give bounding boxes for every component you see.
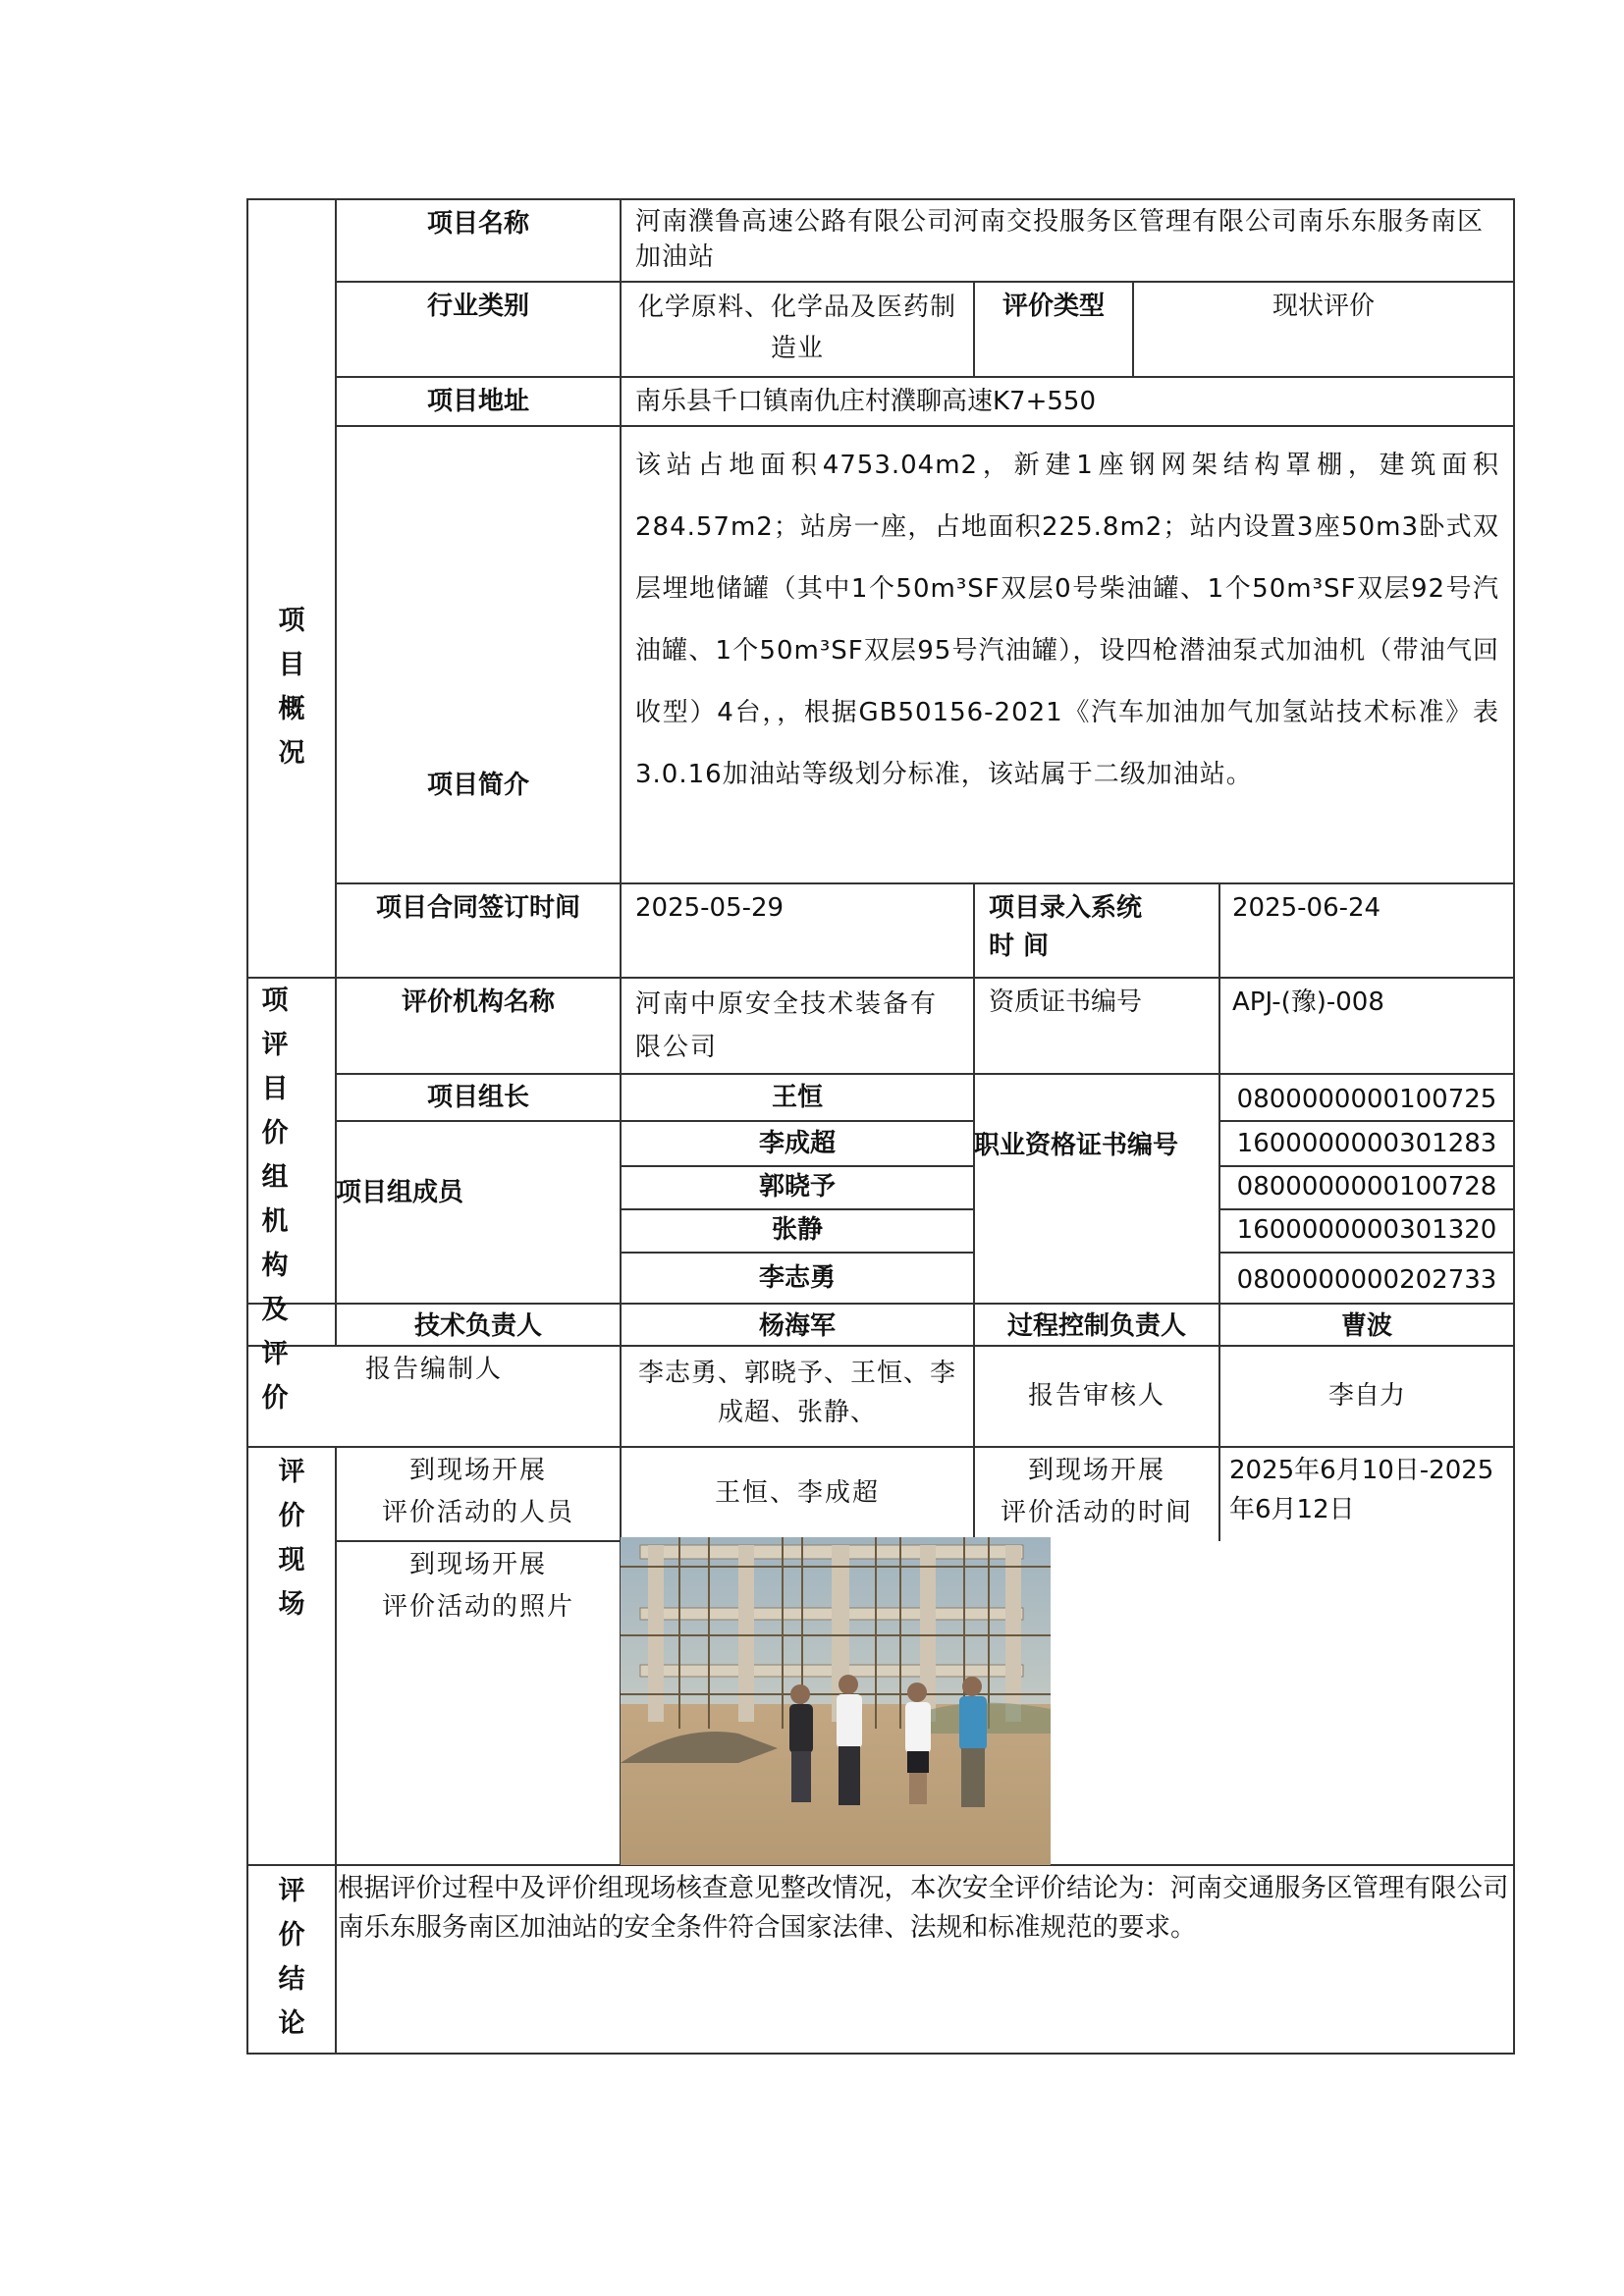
tech-lead-label: 技术负责人 [413, 1311, 542, 1341]
intro-value: 该站占地面积4753.04m2，新建1座钢网架结构罩棚，建筑面积284.57m2；站房一座，占地面积225.8m2；站内设置3座50m3卧式双层埋地储罐（其中1个50m³SF双层0号柴油罐、1个50m³SF双层92号汽油罐、1个50m³SF双层95号汽油罐），设四枪潜油泵式加油机（带油气回收型）4台，，根据GB50156-2021《汽车加油加气加氢站技术标准》表3.0.16加油站等级划分标准，该站属于二级加油站。 [635, 451, 1499, 789]
industry-label: 行业类别 [426, 292, 529, 321]
member-name: 张静 [771, 1215, 823, 1245]
entry-date-value: 2025-06-24 [1232, 893, 1381, 923]
tech-lead-value: 杨海军 [758, 1311, 836, 1341]
conclusion-text: 根据评价过程中及评价组现场核查意见整改情况，本次安全评价结论为：河南交通服务区管理有限公司南乐东服务南区加油站的安全条件符合国家法律、法规和标准规范的要求。 [338, 1873, 1509, 1943]
member-cert: 1600000000301283 [1236, 1129, 1497, 1158]
section-label-site: 评价现场 [278, 1457, 305, 1620]
site-people-value: 王恒、李成超 [714, 1478, 880, 1508]
org-name-label: 评价机构名称 [401, 988, 555, 1017]
leader-name: 王恒 [771, 1083, 823, 1112]
process-lead-value: 曹波 [1340, 1311, 1392, 1341]
industry-value: 化学原料、化学品及医药制造业 [637, 293, 956, 363]
site-people-label-line1: 到现场开展 [408, 1456, 547, 1485]
leader-label: 项目组长 [426, 1083, 529, 1112]
section-label-overview: 项目概况 [278, 606, 305, 769]
eval-type-value: 现状评价 [1272, 292, 1375, 321]
address-label: 项目地址 [426, 387, 529, 416]
member-name: 郭晓予 [758, 1172, 836, 1201]
member-name: 李志勇 [758, 1263, 836, 1293]
members-label: 项目组成员 [336, 1178, 464, 1207]
member-cert: 0800000000100728 [1236, 1172, 1497, 1201]
qualification-label: 职业资格证书编号 [974, 1131, 1179, 1160]
site-photo-label-line1: 到现场开展 [408, 1550, 547, 1579]
report-author-value: 李志勇、郭晓予、王恒、李成超、张静、 [637, 1359, 956, 1427]
cert-no-label: 资质证书编号 [989, 988, 1143, 1017]
leader-cert: 0800000000100725 [1236, 1085, 1497, 1114]
project-name-value: 河南濮鲁高速公路有限公司河南交投服务区管理有限公司南乐东服务南区加油站 [635, 207, 1485, 272]
process-lead-label: 过程控制负责人 [1006, 1311, 1186, 1341]
project-name-label: 项目名称 [426, 209, 529, 239]
reviewer-value: 李自力 [1327, 1381, 1405, 1411]
section-label-conclusion: 评价结论 [278, 1876, 305, 2039]
member-name: 李成超 [758, 1129, 836, 1158]
eval-type-label: 评价类型 [1001, 292, 1105, 321]
org-name-value: 河南中原安全技术装备有限公司 [635, 989, 939, 1062]
site-people-label-line2: 评价活动的人员 [381, 1498, 574, 1527]
site-photo-label-line2: 评价活动的照片 [381, 1592, 574, 1622]
report-author-label: 报告编制人 [364, 1355, 503, 1384]
reviewer-label: 报告审核人 [1027, 1381, 1165, 1411]
site-time-label-line2: 评价活动的时间 [1000, 1498, 1193, 1527]
site-photo [621, 1537, 1051, 1865]
member-cert: 1600000000301320 [1236, 1215, 1497, 1245]
contract-date-label: 项目合同签订时间 [375, 893, 580, 923]
member-cert: 0800000000202733 [1236, 1265, 1497, 1295]
intro-label: 项目简介 [426, 771, 529, 800]
entry-date-label-line2: 时 间 [989, 932, 1050, 961]
site-time-label-line1: 到现场开展 [1027, 1456, 1165, 1485]
site-time-value: 2025年6月10日-2025年6月12日 [1229, 1456, 1494, 1524]
contract-date-value: 2025-05-29 [635, 893, 785, 923]
entry-date-label-line1: 项目录入系统 [989, 893, 1143, 923]
address-value: 南乐县千口镇南仇庄村濮聊高速K7+550 [635, 387, 1097, 416]
section-label-org: 项评目价组机构及评价 [261, 986, 293, 1414]
cert-no-value: APJ-(豫)-008 [1232, 988, 1384, 1017]
